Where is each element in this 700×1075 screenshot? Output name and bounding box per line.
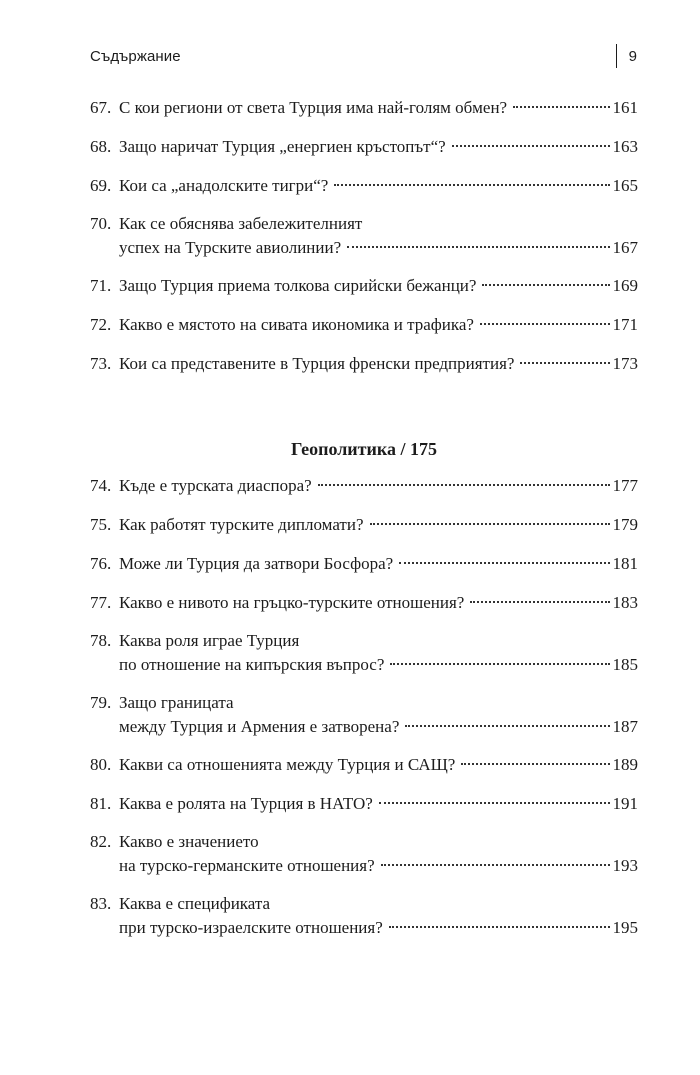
entry-title: Може ли Турция да затвори Босфора? [119, 554, 394, 573]
entry-page-number: 167 [612, 238, 638, 257]
toc-entry-line [90, 691, 638, 715]
toc-entry [90, 513, 638, 537]
entry-number: 67. [90, 98, 112, 117]
entry-title: Кои са „анадолските тигри“? [119, 176, 329, 195]
entry-number: 79. [90, 693, 112, 712]
entry-title: Къде е турската диаспора? [119, 476, 312, 495]
toc-entry-line [90, 916, 638, 940]
toc-entry-line [90, 212, 638, 236]
toc-entry-line [90, 474, 638, 498]
page-number: 9 [628, 48, 637, 65]
dot-leader [520, 362, 609, 364]
toc-entry-line [90, 135, 638, 159]
dot-leader [381, 864, 610, 866]
toc-list [90, 474, 638, 940]
entry-title: Каква роля играе Турция [119, 631, 300, 650]
entry-number: 73. [90, 354, 112, 373]
dot-leader [389, 926, 610, 928]
entry-number: 83. [90, 894, 112, 913]
entry-number: 69. [90, 176, 112, 195]
entry-title: Защо Турция приема толкова сирийски бежанци? [119, 276, 477, 295]
toc-entry-line [90, 552, 638, 576]
entry-page-number: 191 [612, 794, 638, 813]
toc-entry-line [90, 96, 638, 120]
toc-entry [90, 691, 638, 739]
entry-number: 68. [90, 137, 112, 156]
dot-leader [513, 106, 609, 108]
entry-page-number: 185 [612, 655, 638, 674]
toc-entry [90, 96, 638, 120]
entry-page-number: 169 [612, 276, 638, 295]
entry-title: Какви са отношенията между Турция и САЩ? [119, 755, 456, 774]
entry-page-number: 173 [612, 354, 638, 373]
entry-number: 74. [90, 476, 112, 495]
entry-number: 81. [90, 794, 112, 813]
toc-entry [90, 552, 638, 576]
entry-page-number: 161 [612, 98, 638, 117]
toc-entry [90, 274, 638, 298]
entry-title: Какво е значението [119, 832, 259, 851]
toc-entry-line [90, 352, 638, 376]
entry-number: 82. [90, 832, 112, 851]
entry-title: при турско-израелските отношения? [119, 918, 383, 937]
entry-page-number: 177 [612, 476, 638, 495]
dot-leader [347, 246, 609, 248]
toc-group-geopolitics [90, 474, 638, 940]
entry-page-number: 193 [612, 856, 638, 875]
entry-number: 80. [90, 755, 112, 774]
entry-title: С кои региони от света Турция има най-голям обмен? [119, 98, 508, 117]
toc-group-economy [90, 96, 638, 376]
dot-leader [470, 601, 609, 603]
dot-leader [370, 523, 610, 525]
entry-title: Защо наричат Турция „енергиен кръстопът“? [119, 137, 446, 156]
toc-entry [90, 474, 638, 498]
entry-number: 71. [90, 276, 112, 295]
entry-title: Какво е мястото на сивата икономика и трафика? [119, 315, 474, 334]
toc-entry-line [90, 174, 638, 198]
entry-number: 77. [90, 593, 112, 612]
dot-leader [318, 484, 610, 486]
toc-list [90, 96, 638, 376]
toc-entry-line [90, 653, 638, 677]
entry-page-number: 171 [612, 315, 638, 334]
toc-entry [90, 753, 638, 777]
dot-leader [405, 725, 609, 727]
toc-entry-line [90, 236, 638, 260]
toc-entry-line [90, 715, 638, 739]
entry-title: Каква е спецификата [119, 894, 271, 913]
dot-leader [452, 145, 610, 147]
entry-number: 72. [90, 315, 112, 334]
toc-entry-line [90, 313, 638, 337]
entry-title: по отношение на кипърския въпрос? [119, 655, 385, 674]
dot-leader [480, 323, 610, 325]
entry-page-number: 163 [612, 137, 638, 156]
entry-title: Как работят турските дипломати? [119, 515, 364, 534]
entry-title: Каква е ролята на Турция в НАТО? [119, 794, 373, 813]
toc-entry [90, 352, 638, 376]
toc-entry [90, 629, 638, 677]
header-separator [616, 44, 617, 68]
toc-entry [90, 313, 638, 337]
toc-entry-line [90, 854, 638, 878]
entry-number: 78. [90, 631, 112, 650]
toc-entry-line [90, 274, 638, 298]
entry-page-number: 195 [612, 918, 638, 937]
entry-page-number: 189 [612, 755, 638, 774]
entry-page-number: 183 [612, 593, 638, 612]
dot-leader [390, 663, 609, 665]
section-heading-geopolitics: Геополитика / 175 [291, 439, 437, 459]
entry-page-number: 179 [612, 515, 638, 534]
entry-title: успех на Турските авиолинии? [119, 238, 342, 257]
entry-title: Кои са представените в Турция френски предприятия? [119, 354, 515, 373]
toc-entry [90, 830, 638, 878]
dot-leader [461, 763, 609, 765]
dot-leader [334, 184, 609, 186]
toc-entry-line [90, 830, 638, 854]
entry-number: 76. [90, 554, 112, 573]
entry-title: Защо границата [119, 693, 234, 712]
toc-entry-line [90, 513, 638, 537]
toc-entry [90, 591, 638, 615]
entry-title: Как се обяснява забележителният [119, 214, 363, 233]
running-header [90, 44, 637, 70]
dot-leader [379, 802, 610, 804]
toc-entry-line [90, 892, 638, 916]
entry-number: 70. [90, 214, 112, 233]
dot-leader [482, 284, 609, 286]
dot-leader [399, 562, 609, 564]
toc-entry [90, 892, 638, 940]
entry-page-number: 165 [612, 176, 638, 195]
toc-entry-line [90, 629, 638, 653]
toc-entry [90, 174, 638, 198]
toc-entry-line [90, 792, 638, 816]
running-header-title: Съдържание [90, 48, 181, 65]
toc-entry-line [90, 591, 638, 615]
toc-entry-line [90, 753, 638, 777]
toc-entry [90, 212, 638, 260]
toc-entry [90, 135, 638, 159]
entry-title: на турско-германските отношения? [119, 856, 375, 875]
entry-page-number: 181 [612, 554, 638, 573]
toc-entry [90, 792, 638, 816]
entry-number: 75. [90, 515, 112, 534]
entry-title: Какво е нивото на гръцко-турските отношения? [119, 593, 465, 612]
entry-title: между Турция и Армения е затворена? [119, 717, 400, 736]
entry-page-number: 187 [612, 717, 638, 736]
